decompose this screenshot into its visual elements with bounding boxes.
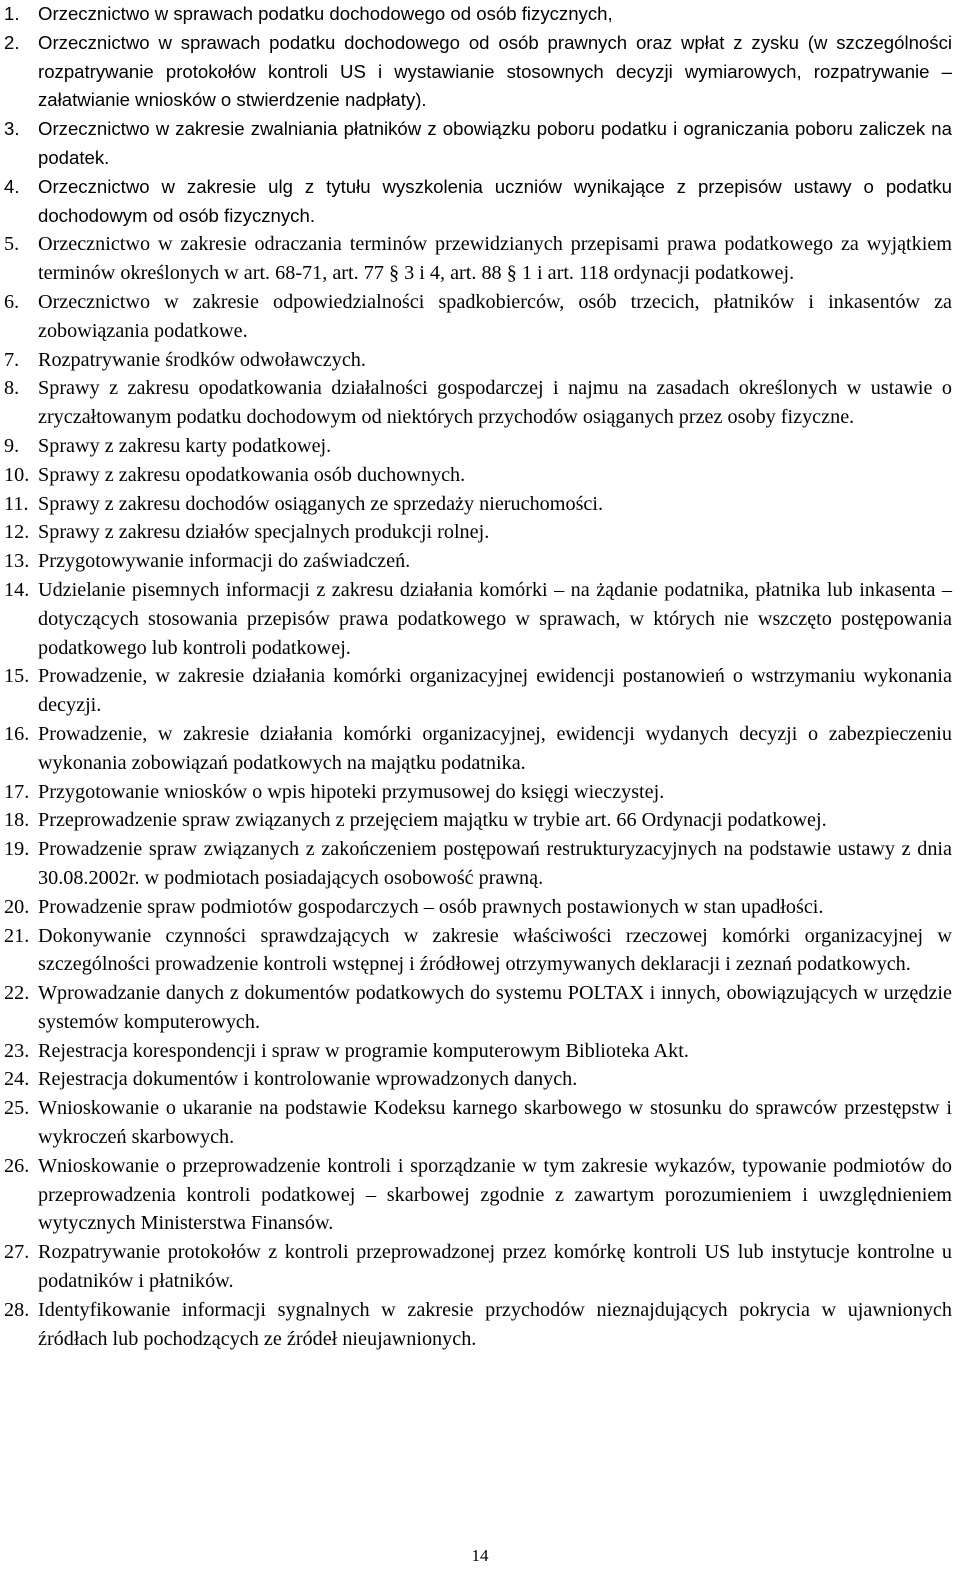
item-number: 10. bbox=[4, 463, 30, 486]
list-item bbox=[0, 1065, 960, 1094]
item-text: Rejestracja dokumentów i kontrolowanie wprowadzonych danych. bbox=[38, 1068, 578, 1091]
item-text: Dokonywanie czynności sprawdzających w zakresie właściwości rzeczowej komórki organizacyjnej w szczególności prowadzenie kontroli wstępnej i źródłowej otrzymywanych deklaracji i zeznań podatkowych. bbox=[38, 924, 952, 976]
item-text: Przygotowanie wniosków o wpis hipoteki przymusowej do księgi wieczystej. bbox=[38, 780, 665, 803]
item-text: Prowadzenie, w zakresie działania komórki organizacyjnej ewidencji postanowień o wstrzymaniu wykonania decyzji. bbox=[38, 665, 952, 717]
item-number: 14. bbox=[4, 578, 30, 601]
item-text: Sprawy z zakresu działów specjalnych produkcji rolnej. bbox=[38, 521, 490, 544]
item-number: 21. bbox=[4, 924, 30, 947]
item-text: Prowadzenie, w zakresie działania komórki organizacyjnej, ewidencji wydanych decyzji o zabezpieczeniu wykonania zobowiązań podatkowych na majątku podatnika. bbox=[38, 722, 952, 774]
item-number: 2. bbox=[4, 31, 20, 53]
item-text: Sprawy z zakresu opodatkowania osób duchownych. bbox=[38, 463, 466, 486]
item-number: 23. bbox=[4, 1039, 30, 1062]
item-text: Wprowadzanie danych z dokumentów podatkowych do systemu POLTAX i innych, obowiązujących w urzędzie systemów komputerowych. bbox=[38, 982, 952, 1033]
list-item bbox=[0, 374, 960, 432]
list-item bbox=[0, 461, 960, 490]
list-item bbox=[0, 893, 960, 922]
list-item bbox=[0, 720, 960, 778]
item-text: Przeprowadzenie spraw związanych z przejęciem majątku w trybie art. 66 Ordynacji podatkowej. bbox=[38, 809, 827, 832]
item-text: Przygotowywanie informacji do zaświadczeń. bbox=[38, 550, 411, 573]
item-text: Sprawy z zakresu dochodów osiąganych ze sprzedaży nieruchomości. bbox=[38, 492, 604, 515]
list-item bbox=[0, 806, 960, 835]
item-number: 8. bbox=[4, 377, 20, 400]
list-item bbox=[0, 173, 960, 231]
item-number: 24. bbox=[4, 1068, 30, 1091]
list-item bbox=[0, 1037, 960, 1066]
item-text: Orzecznictwo w zakresie odraczania terminów przewidzianych przepisami prawa podatkowego za wyjątkiem terminów określonych w art. 68-71, art. 77 § 3 i 4, art. 88 § 1 i art. 118 ordynacji podatkowej. bbox=[38, 233, 952, 285]
item-text: Sprawy z zakresu opodatkowania działalności gospodarczej i najmu na zasadach określonych w ustawie o zryczałtowanym podatku dochodowym od niektórych przychodów osiąganych przez osoby fizyczne. bbox=[38, 377, 952, 429]
item-text: Orzecznictwo w zakresie ulg z tytułu wyszkolenia uczniów wynikające z przepisów ustawy o podatku dochodowym od osób fizycznych. bbox=[38, 175, 952, 226]
list-item bbox=[0, 547, 960, 576]
item-number: 20. bbox=[4, 895, 30, 918]
list-item bbox=[0, 662, 960, 720]
list-item bbox=[0, 835, 960, 893]
item-number: 18. bbox=[4, 809, 30, 832]
item-number: 25. bbox=[4, 1097, 30, 1120]
item-number: 17. bbox=[4, 780, 30, 803]
item-number: 16. bbox=[4, 722, 30, 745]
item-number: 6. bbox=[4, 290, 20, 313]
list-item bbox=[0, 29, 960, 115]
item-number: 7. bbox=[4, 348, 20, 371]
item-number: 26. bbox=[4, 1154, 30, 1177]
list-item bbox=[0, 518, 960, 547]
list-item bbox=[0, 576, 960, 662]
item-text: Orzecznictwo w zakresie odpowiedzialności spadkobierców, osób trzecich, płatników i inkasentów za zobowiązania podatkowe. bbox=[38, 290, 952, 342]
item-text: Identyfikowanie informacji sygnalnych w zakresie przychodów nieznajdujących pokrycia w ujawnionych źródłach lub pochodzących ze źródeł nieujawnionych. bbox=[38, 1298, 952, 1350]
item-text: Rozpatrywanie protokołów z kontroli przeprowadzonej przez komórkę kontroli US lub instytucje kontrolne u podatników i płatników. bbox=[38, 1241, 952, 1293]
item-text: Prowadzenie spraw związanych z zakończeniem postępowań restrukturyzacyjnych na podstawie ustawy z dnia 30.08.2002r. w podmiotach posiadających osobowość prawną. bbox=[38, 838, 952, 889]
item-number: 13. bbox=[4, 550, 30, 573]
list-item bbox=[0, 922, 960, 980]
list-item bbox=[0, 1094, 960, 1152]
item-text: Prowadzenie spraw podmiotów gospodarczych – osób prawnych postawionych w stan upadłości. bbox=[38, 895, 824, 918]
list-item bbox=[0, 1238, 960, 1296]
list-item bbox=[0, 1296, 960, 1354]
item-number: 15. bbox=[4, 665, 30, 688]
item-text: Orzecznictwo w sprawach podatku dochodowego od osób prawnych oraz wpłat z zysku (w szczególności rozpatrywanie protokołów kontroli US i wystawianie stosownych decyzji wymiarowych, rozpatrywanie – załatwianie wniosków o stwierdzenie nadpłaty). bbox=[38, 31, 952, 111]
item-number: 11. bbox=[4, 492, 29, 515]
list-item bbox=[0, 115, 960, 173]
item-number: 4. bbox=[4, 175, 20, 197]
item-number: 28. bbox=[4, 1298, 30, 1321]
item-number: 19. bbox=[4, 838, 30, 861]
list-item bbox=[0, 0, 960, 29]
list-item bbox=[0, 432, 960, 461]
item-text: Udzielanie pisemnych informacji z zakresu działania komórki – na żądanie podatnika, płatnika lub inkasenta – dotyczących stosowania przepisów prawa podatkowego w sprawach, w których nie wszczęto postępowania podatkowego lub kontroli podatkowej. bbox=[38, 578, 952, 659]
item-text: Rozpatrywanie środków odwoławczych. bbox=[38, 348, 366, 371]
item-text: Wnioskowanie o przeprowadzenie kontroli i sporządzanie w tym zakresie wykazów, typowanie podmiotów do przeprowadzenia kontroli podatkowej – skarbowej zgodnie z zawartym porozumieniem i uwzględnieniem wytycznych Ministerstwa Finansów. bbox=[38, 1154, 952, 1235]
page-number: 14 bbox=[471, 1546, 489, 1565]
item-number: 12. bbox=[4, 521, 30, 544]
list-item bbox=[0, 346, 960, 375]
item-number: 9. bbox=[4, 434, 20, 457]
list-item bbox=[0, 490, 960, 519]
list-item bbox=[0, 230, 960, 288]
item-text: Sprawy z zakresu karty podatkowej. bbox=[38, 434, 332, 457]
item-text: Orzecznictwo w zakresie zwalniania płatników z obowiązku poboru podatku i ograniczania poboru zaliczek na podatek. bbox=[38, 118, 952, 168]
item-text: Orzecznictwo w sprawach podatku dochodowego od osób fizycznych, bbox=[38, 3, 613, 24]
list-item bbox=[0, 979, 960, 1037]
list-item bbox=[0, 288, 960, 346]
item-number: 5. bbox=[4, 233, 20, 256]
item-text: Rejestracja korespondencji i spraw w programie komputerowym Biblioteka Akt. bbox=[38, 1039, 689, 1062]
item-number: 3. bbox=[4, 118, 20, 140]
item-number: 22. bbox=[4, 982, 30, 1005]
item-text: Wnioskowanie o ukaranie na podstawie Kodeksu karnego skarbowego w stosunku do sprawców przestępstw i wykroczeń skarbowych. bbox=[38, 1097, 952, 1149]
list-item bbox=[0, 778, 960, 807]
list-item bbox=[0, 1152, 960, 1238]
item-number: 1. bbox=[4, 3, 20, 24]
item-number: 27. bbox=[4, 1241, 30, 1264]
